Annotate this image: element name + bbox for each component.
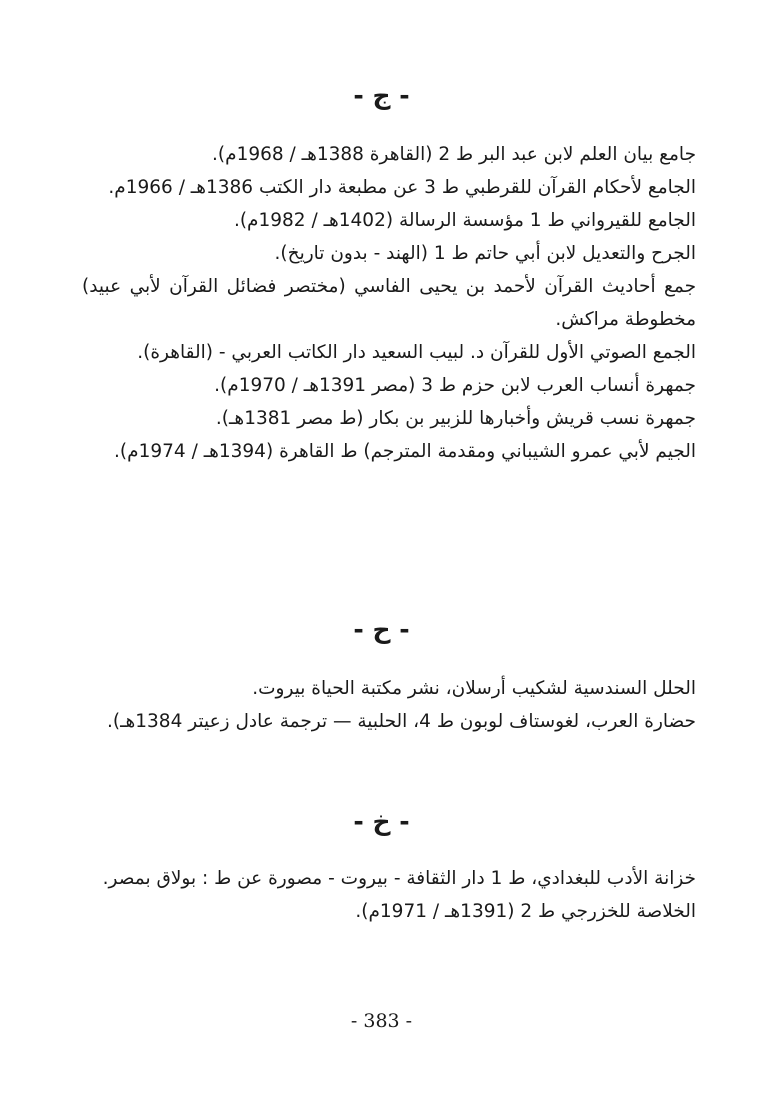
bibliography-entry: جمهرة أنساب العرب لابن حزم ط 3 (مصر 1391هـ / 1970م). [214,375,696,396]
section-entries-haa [82,672,696,738]
bibliography-entry: الجيم لأبي عمرو الشيباني ومقدمة المترجم) ط القاهرة (1394هـ / 1974م). [114,441,696,462]
bibliography-entry: جمهرة نسب قريش وأخبارها للزبير بن بكار (ط مصر 1381هـ). [215,408,696,429]
bibliography-entry: الحلل السندسية لشكيب أرسلان، نشر مكتبة الحياة بيروت. [252,678,696,699]
bibliography-entry: الخلاصة للخزرجي ط 2 (1391هـ / 1971م). [355,901,696,922]
bibliography-entry: الجامع لأحكام القرآن للقرطبي ط 3 عن مطبعة دار الكتب 1386هـ / 1966م. [108,177,696,198]
bibliography-entry: الجامع للقيرواني ط 1 مؤسسة الرسالة (1402هـ / 1982م). [233,210,696,231]
bibliography-entry: الجمع الصوتي الأول للقرآن د. لبيب السعيد دار الكاتب العربي - (القاهرة). [137,342,696,363]
section-heading-jeem: - ج - [353,81,410,110]
section-entries-jeem [82,138,696,468]
section-heading-khaa: - خ - [353,807,410,836]
bibliography-entry: جمع أحاديث القرآن لأحمد بن يحيى الفاسي (مختصر فضائل القرآن لأبي عبيد) مخطوطة مراكش. [82,276,696,330]
bibliography-entry: جامع بيان العلم لابن عبد البر ط 2 (القاهرة 1388هـ / 1968م). [212,144,696,165]
section-entries-khaa [82,862,696,928]
page-number: - 383 - [350,1010,413,1032]
bibliography-entry: خزانة الأدب للبغدادي، ط 1 دار الثقافة - بيروت - مصورة عن ط : بولاق بمصر. [102,868,696,889]
section-heading-haa: - ح - [353,615,410,644]
bibliography-entry: حضارة العرب، لغوستاف لوبون ط 4، الحلبية — ترجمة عادل زعيتر 1384هـ). [106,711,696,732]
bibliography-entry: الجرح والتعديل لابن أبي حاتم ط 1 (الهند - بدون تاريخ). [274,243,696,264]
